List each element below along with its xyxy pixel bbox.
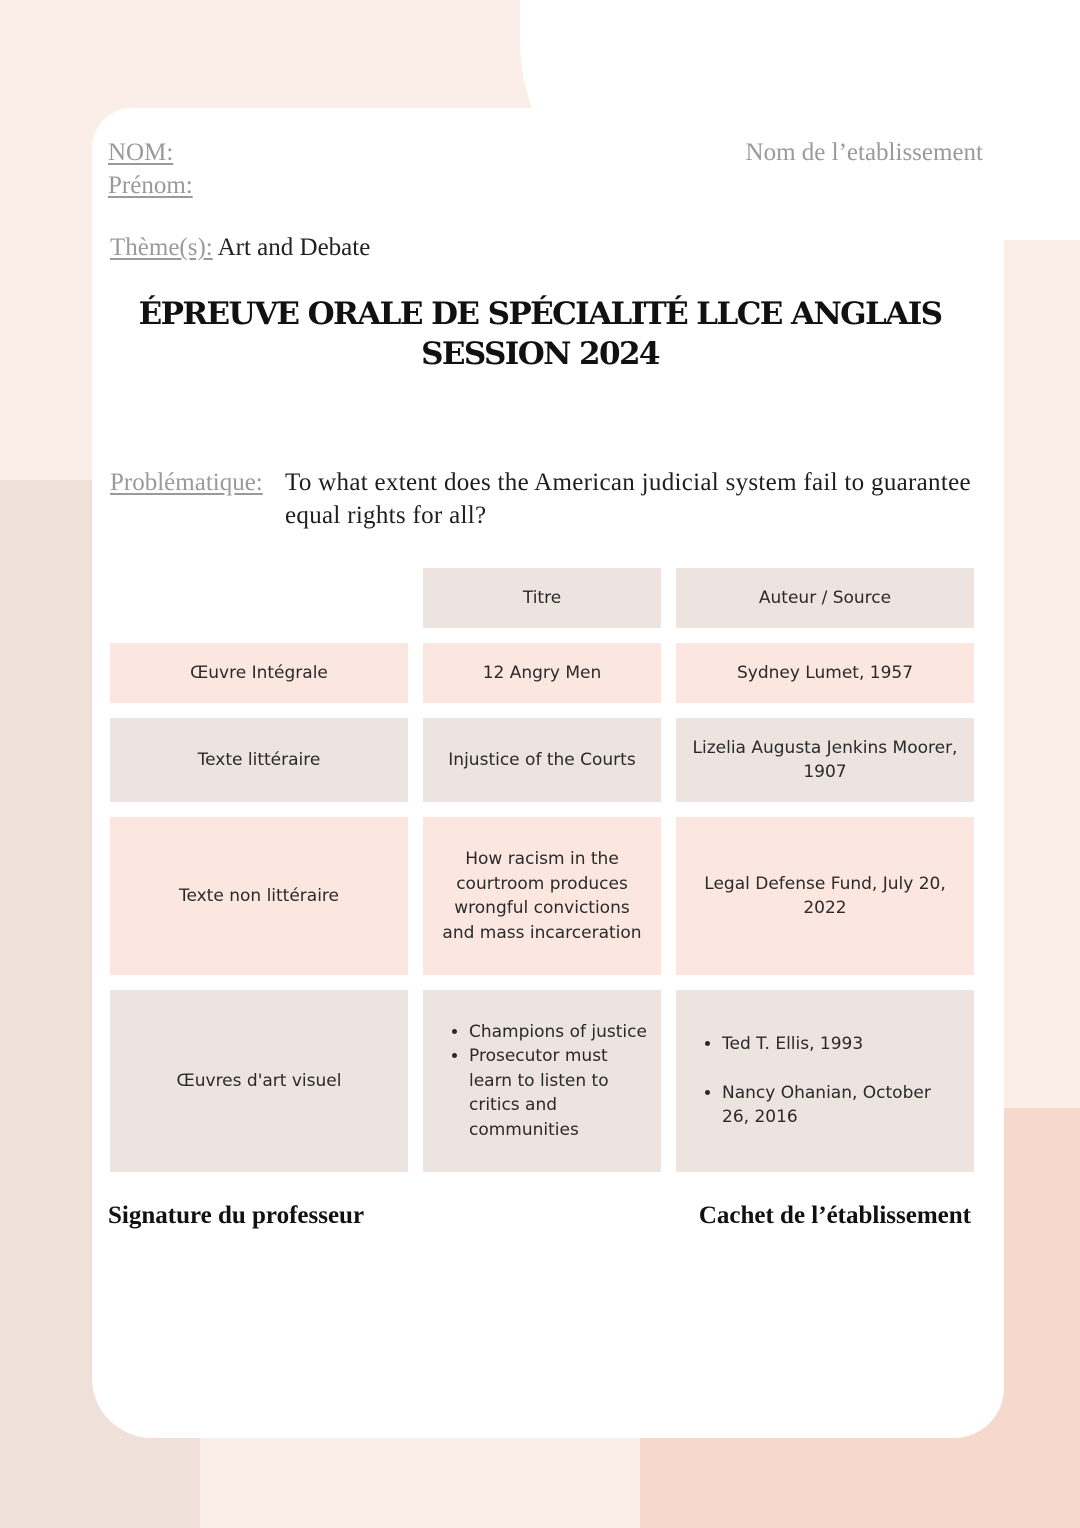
title-line-2: SESSION 2024 [421, 336, 659, 372]
theme-field [110, 231, 370, 264]
theme-label: Thème(s): [110, 234, 213, 261]
prenom-label: Prénom: [108, 172, 193, 199]
table-cell-title: How racism in the courtroom produces wrongful convictions and mass incarceration [423, 817, 661, 975]
list-item: • Prosecutor must learn to listen to critics and communities [469, 1044, 647, 1142]
theme-value: Art and Debate [217, 234, 371, 261]
table-cell-author: Legal Defense Fund, July 20, 2022 [676, 817, 974, 975]
problematique-question: To what extent does the American judicial system fail to guarantee equal rights for all? [285, 469, 971, 529]
list-item: • Nancy Ohanian, October 26, 2016 [722, 1081, 960, 1130]
table-cell-title-list [423, 990, 661, 1172]
signature-label: Signature du professeur [108, 1202, 365, 1229]
table-cell-author: Lizelia Augusta Jenkins Moorer, 1907 [676, 718, 974, 802]
table-cell-author: Sydney Lumet, 1957 [676, 643, 974, 703]
title-line-1: ÉPREUVE ORALE DE SPÉCIALITÉ LLCE ANGLAIS [138, 296, 942, 332]
table-cell-category: Texte non littéraire [110, 817, 408, 975]
table-header-titre: Titre [423, 568, 661, 628]
etablissement-label: Nom de l’etablissement [745, 139, 983, 166]
table-cell-category: Œuvres d'art visuel [110, 990, 408, 1172]
list-item: • Ted T. Ellis, 1993 [722, 1032, 960, 1057]
page-title [0, 294, 1080, 374]
table-header-empty [110, 568, 408, 628]
table-cell-title: 12 Angry Men [423, 643, 661, 703]
table-header-auteur: Auteur / Source [676, 568, 974, 628]
list-item: • Champions of justice [469, 1020, 647, 1045]
problematique-label: Problématique: [110, 469, 263, 496]
table-cell-author-list [676, 990, 974, 1172]
nom-label: NOM: [108, 139, 174, 166]
table-cell-category: Œuvre Intégrale [110, 643, 408, 703]
table-cell-title: Injustice of the Courts [423, 718, 661, 802]
table-cell-category: Texte littéraire [110, 718, 408, 802]
stamp-label: Cachet de l’établissement [698, 1202, 971, 1229]
